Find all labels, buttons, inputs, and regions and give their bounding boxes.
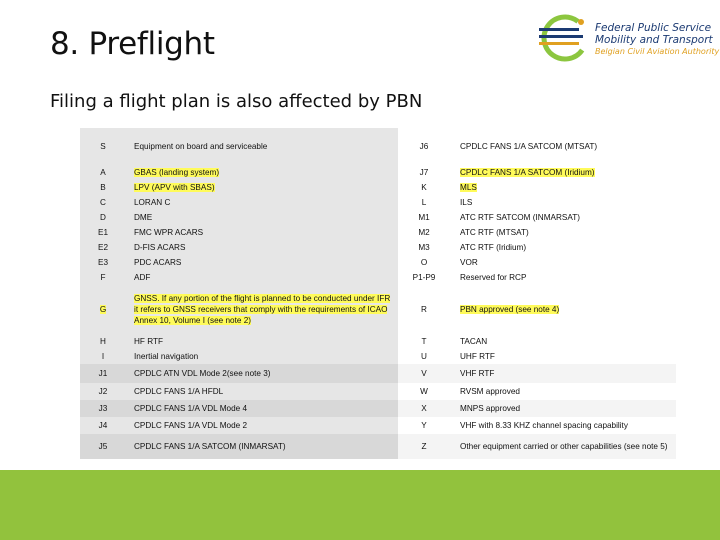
cell-text: E1 xyxy=(97,228,108,237)
cell-text: Z xyxy=(421,442,427,451)
cell-text: GBAS (landing system) xyxy=(134,168,220,177)
equipment-cell-2 xyxy=(450,434,676,459)
cell-text: CPDLC ATN VDL Mode 2(see note 3) xyxy=(134,369,271,378)
cell-text: A xyxy=(100,168,106,177)
cell-text: VOR xyxy=(460,258,478,267)
table-row xyxy=(80,400,676,417)
cell-text: M2 xyxy=(418,228,430,237)
designator-cell-2 xyxy=(398,285,450,334)
cell-text: M1 xyxy=(418,213,430,222)
cell-text: R xyxy=(421,305,427,314)
designator-cell-2 xyxy=(398,364,450,383)
equipment-cell xyxy=(126,334,398,349)
cell-text: D-FIS ACARS xyxy=(134,243,186,252)
cell-text: DME xyxy=(134,213,153,222)
table-row xyxy=(80,285,676,334)
designator-cell xyxy=(80,210,126,225)
designator-cell-2 xyxy=(398,165,450,180)
designator-cell xyxy=(80,400,126,417)
designator-cell xyxy=(80,364,126,383)
cell-text: L xyxy=(421,198,427,207)
cell-text: T xyxy=(421,337,427,346)
equipment-table xyxy=(80,128,676,468)
cell-text: Equipment on board and serviceable xyxy=(134,142,268,151)
designator-cell-2 xyxy=(398,400,450,417)
designator-cell xyxy=(80,285,126,334)
equipment-cell-2 xyxy=(450,349,676,364)
cell-text: CPDLC FANS 1/A VDL Mode 4 xyxy=(134,404,248,413)
designator-cell-2 xyxy=(398,210,450,225)
cell-text: E2 xyxy=(97,243,108,252)
designator-cell xyxy=(80,180,126,195)
cell-text: H xyxy=(100,337,106,346)
cell-text: E3 xyxy=(97,258,108,267)
cell-text: ILS xyxy=(460,198,473,207)
equipment-cell xyxy=(126,400,398,417)
designator-cell xyxy=(80,225,126,240)
designator-cell xyxy=(80,417,126,434)
equipment-cell xyxy=(126,225,398,240)
designator-cell-2 xyxy=(398,195,450,210)
equipment-cell xyxy=(126,210,398,225)
designator-cell-2 xyxy=(398,349,450,364)
table-row xyxy=(80,434,676,459)
equipment-cell-2 xyxy=(450,165,676,180)
equipment-cell-2 xyxy=(450,417,676,434)
equipment-cell-2 xyxy=(450,240,676,255)
cell-text: UHF RTF xyxy=(460,352,495,361)
equipment-cell xyxy=(126,383,398,400)
slide-title: 8. Preflight xyxy=(50,26,215,62)
table-row xyxy=(80,364,676,383)
cell-text: FMC WPR ACARS xyxy=(134,228,204,237)
fps-mobility-logo xyxy=(537,8,720,68)
table-row xyxy=(80,349,676,364)
equipment-cell xyxy=(126,240,398,255)
designator-cell xyxy=(80,195,126,210)
cell-text: Inertial navigation xyxy=(134,352,199,361)
equipment-cell xyxy=(126,128,398,165)
cell-text: P1-P9 xyxy=(412,273,436,282)
cell-text: CPDLC FANS 1/A SATCOM (Iridium) xyxy=(460,168,595,177)
designator-cell-2 xyxy=(398,417,450,434)
designator-cell xyxy=(80,334,126,349)
equipment-cell-2 xyxy=(450,334,676,349)
cell-text: S xyxy=(100,142,106,151)
designator-cell xyxy=(80,128,126,165)
designator-cell-2 xyxy=(398,240,450,255)
cell-text: X xyxy=(421,404,427,413)
designator-cell xyxy=(80,270,126,285)
cell-text: U xyxy=(421,352,427,361)
table-row xyxy=(80,417,676,434)
equipment-cell xyxy=(126,180,398,195)
cell-text: K xyxy=(421,183,427,192)
cell-text: Other equipment carried or other capabilities (see note 5) xyxy=(460,442,668,451)
cell-text: B xyxy=(100,183,106,192)
cell-text: PBN approved (see note 4) xyxy=(460,305,560,314)
cell-text: HF RTF xyxy=(134,337,163,346)
equipment-cell xyxy=(126,195,398,210)
logo-line-3: Belgian Civil Aviation Authority xyxy=(595,47,720,56)
designator-cell-2 xyxy=(398,180,450,195)
equipment-cell xyxy=(126,349,398,364)
equipment-cell xyxy=(126,285,398,334)
cell-text: Reserved for RCP xyxy=(460,273,527,282)
table-row xyxy=(80,180,676,195)
cell-text: VHF with 8.33 KHZ channel spacing capability xyxy=(460,421,628,430)
cell-text: D xyxy=(100,213,106,222)
designator-cell xyxy=(80,349,126,364)
table-row xyxy=(80,334,676,349)
equipment-cell-2 xyxy=(450,255,676,270)
designator-cell xyxy=(80,383,126,400)
cell-text: J3 xyxy=(98,404,108,413)
designator-cell-2 xyxy=(398,334,450,349)
cell-text: J4 xyxy=(98,421,108,430)
cell-text: I xyxy=(101,352,105,361)
cell-text: RVSM approved xyxy=(460,387,520,396)
cell-text: GNSS. If any portion of the flight is planned to be conducted under IFR it refers to GNSS receivers that comply with the requirements of ICAO Annex 10, Volume I (see note 2) xyxy=(134,294,391,325)
equipment-cell-2 xyxy=(450,285,676,334)
equipment-cell-2 xyxy=(450,195,676,210)
cell-text: TACAN xyxy=(460,337,488,346)
designator-cell-2 xyxy=(398,434,450,459)
cell-text: M3 xyxy=(418,243,430,252)
cell-text: PDC ACARS xyxy=(134,258,182,267)
designator-cell-2 xyxy=(398,225,450,240)
table-row xyxy=(80,270,676,285)
cell-text: V xyxy=(421,369,427,378)
equipment-cell-2 xyxy=(450,225,676,240)
equipment-cell xyxy=(126,434,398,459)
table-row xyxy=(80,165,676,180)
cell-text: ATC RTF SATCOM (INMARSAT) xyxy=(460,213,580,222)
footer-band xyxy=(0,470,720,540)
table-row xyxy=(80,195,676,210)
cell-text: LPV (APV with SBAS) xyxy=(134,183,215,192)
table-row xyxy=(80,225,676,240)
table-row xyxy=(80,210,676,225)
logo-line-1: Federal Public Service xyxy=(595,22,712,34)
cell-text: W xyxy=(420,387,428,396)
equipment-cell xyxy=(126,364,398,383)
table-row xyxy=(80,240,676,255)
equipment-cell xyxy=(126,255,398,270)
designator-cell xyxy=(80,165,126,180)
cell-text: ATC RTF (MTSAT) xyxy=(460,228,529,237)
equipment-cell-2 xyxy=(450,210,676,225)
designator-cell-2 xyxy=(398,255,450,270)
designator-cell-2 xyxy=(398,128,450,165)
cell-text: VHF RTF xyxy=(460,369,495,378)
cell-text: J2 xyxy=(98,387,108,396)
cell-text: CPDLC FANS 1/A HFDL xyxy=(134,387,224,396)
slide-subtitle: Filing a flight plan is also affected by PBN xyxy=(50,91,423,112)
cell-text: CPDLC FANS 1/A SATCOM (INMARSAT) xyxy=(134,442,286,451)
designator-cell-2 xyxy=(398,383,450,400)
cell-text: MLS xyxy=(460,183,477,192)
cell-text: C xyxy=(100,198,106,207)
equipment-cell xyxy=(126,165,398,180)
cell-text: Y xyxy=(421,421,427,430)
cell-text: G xyxy=(99,305,107,314)
cell-text: J5 xyxy=(98,442,108,451)
equipment-cell-2 xyxy=(450,364,676,383)
equipment-cell-2 xyxy=(450,400,676,417)
equipment-cell-2 xyxy=(450,128,676,165)
cell-text: ADF xyxy=(134,273,151,282)
equipment-cell xyxy=(126,270,398,285)
equipment-cell-2 xyxy=(450,383,676,400)
designator-cell xyxy=(80,240,126,255)
cell-text: CPDLC FANS 1/A VDL Mode 2 xyxy=(134,421,248,430)
cell-text: F xyxy=(100,273,106,282)
table-row xyxy=(80,383,676,400)
equipment-cell xyxy=(126,417,398,434)
cell-text: J1 xyxy=(98,369,108,378)
logo-line-2: Mobility and Transport xyxy=(595,34,713,46)
cell-text: CPDLC FANS 1/A SATCOM (MTSAT) xyxy=(460,142,598,151)
cell-text: J6 xyxy=(419,142,429,151)
cell-text: LORAN C xyxy=(134,198,171,207)
cell-text: MNPS approved xyxy=(460,404,521,413)
designator-cell-2 xyxy=(398,270,450,285)
designator-cell xyxy=(80,255,126,270)
cell-text: ATC RTF (Iridium) xyxy=(460,243,527,252)
equipment-cell-2 xyxy=(450,180,676,195)
cell-text: O xyxy=(420,258,428,267)
designator-cell xyxy=(80,434,126,459)
logo-emblem-icon xyxy=(537,8,595,68)
cell-text: J7 xyxy=(419,168,429,177)
equipment-cell-2 xyxy=(450,270,676,285)
table-row xyxy=(80,255,676,270)
table-header-row xyxy=(80,128,676,165)
